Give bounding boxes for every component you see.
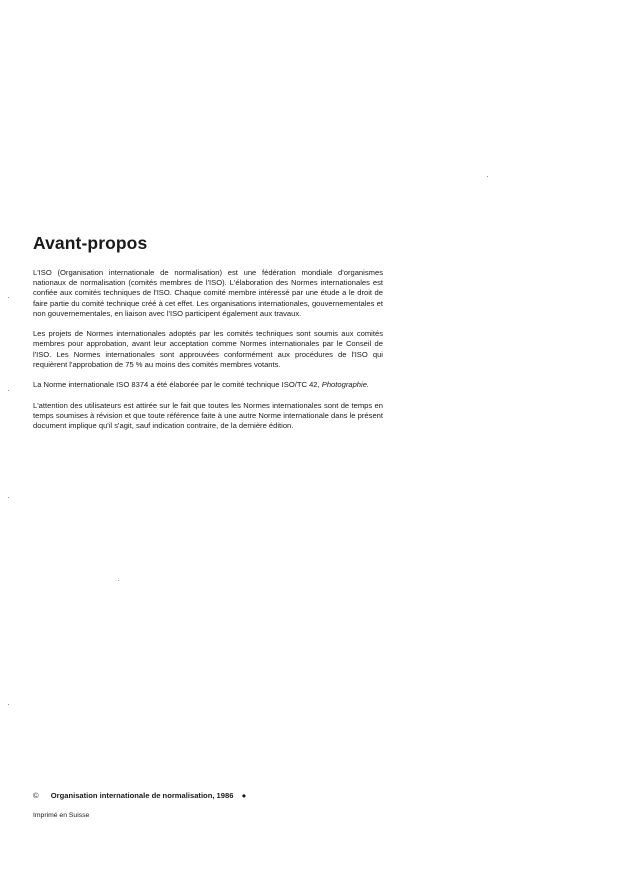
page-title: Avant-propos [33, 233, 148, 253]
scan-speck [487, 176, 488, 177]
standard-origin-text: La Norme internationale ISO 8374 a été élaborée par le comité technique ISO/TC 42, [33, 380, 320, 390]
scan-speck [8, 390, 9, 391]
copyright-line [33, 791, 246, 800]
paragraph-standard-origin [33, 380, 383, 390]
scan-speck [8, 297, 9, 298]
scan-speck [118, 580, 119, 581]
paragraph-approval: Les projets de Normes internationales adoptés par les comités techniques sont soumis aux comités membres pour approbation, avant leur acceptation comme Normes internationales par le Conseil de l'ISO. Les Normes internationales sont approuvées conformément aux procédures de l'ISO qui requièrent l'approbation de 75 % au moins des comités membres votants. [33, 329, 383, 369]
copyright-icon: © [33, 791, 39, 800]
scan-speck [8, 497, 9, 498]
copyright-text: Organisation internationale de normalisation, 1986 [50, 791, 234, 800]
paragraph-iso-intro: L'ISO (Organisation internationale de normalisation) est une fédération mondiale d'organismes nationaux de normalisation (comités membres de l'ISO). L'élaboration des Normes internationales est confiée aux comités techniques de l'ISO. Chaque comité membre intéressé par une étude a le droit de faire partie du comité technique créé à cet effet. Les organisations internationales, gouvernementales et non gouvernementales, en liaison avec l'ISO participent également aux travaux. [33, 268, 383, 318]
bullet-icon: ● [241, 791, 247, 800]
scan-speck [8, 704, 9, 705]
committee-name: Photographie. [321, 380, 370, 390]
printed-in: Imprimé en Suisse [33, 812, 90, 819]
foreword-body [33, 268, 383, 431]
paragraph-revision-notice: L'attention des utilisateurs est attirée sur le fait que toutes les Normes internationales sont de temps en temps soumises à révision et que toute référence faite à une autre Norme internationale dans le présent document implique qu'il s'agit, sauf indication contraire, de la dernière édition. [33, 400, 383, 430]
